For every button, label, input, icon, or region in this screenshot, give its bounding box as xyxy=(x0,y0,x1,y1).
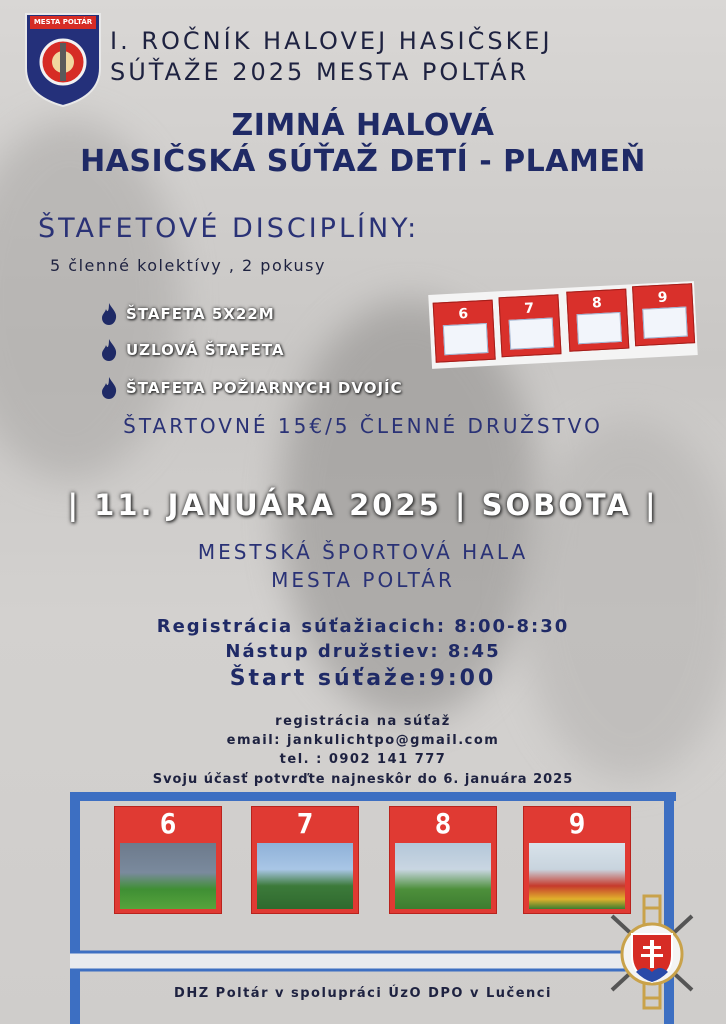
discipline-label: ŠTAFETA 5X22M xyxy=(126,305,275,323)
discipline-cards-strip xyxy=(428,281,698,369)
contact-block xyxy=(0,712,726,769)
entry-fee: ŠTARTOVNÉ 15€/5 ČLENNÉ DRUŽSTVO xyxy=(123,414,603,438)
discipline-item xyxy=(100,338,285,362)
event-date: | 11. JANUÁRA 2025 | SOBOTA | xyxy=(67,488,659,522)
mini-card-number: 8 xyxy=(591,294,603,312)
venue xyxy=(0,538,726,594)
mini-card xyxy=(433,300,496,363)
discipline-label: UZLOVÁ ŠTAFETA xyxy=(126,341,285,359)
mini-card-number: 6 xyxy=(458,305,469,323)
confirmation-deadline: Svoju účasť potvrďte najneskôr do 6. januára 2025 xyxy=(152,772,574,787)
board-card-number: 7 xyxy=(296,807,314,840)
mini-card-window xyxy=(509,318,555,350)
activity-photo xyxy=(120,843,216,909)
mini-card xyxy=(498,294,561,357)
mini-card-number: 7 xyxy=(523,300,535,317)
board-card xyxy=(114,806,222,914)
heading-line-2: SÚŤAŽE 2025 MESTA POLTÁR xyxy=(110,58,530,86)
contact-phone: tel. : 0902 141 777 xyxy=(279,752,447,767)
flame-icon xyxy=(100,338,118,362)
discipline-item xyxy=(100,376,403,400)
badge-title: MESTA POLTÁR xyxy=(33,18,93,26)
schedule-start: Štart súťaže:9:00 xyxy=(229,666,497,691)
title-line-1: ZIMNÁ HALOVÁ xyxy=(231,108,495,143)
disciplines-heading: ŠTAFETOVÉ DISCIPLÍNY: xyxy=(38,213,420,244)
mini-card-window xyxy=(443,323,489,355)
teams-info: 5 členné kolektívy , 2 pokusy xyxy=(50,256,326,275)
venue-line-1: MESTSKÁ ŠPORTOVÁ HALA xyxy=(197,540,529,564)
activity-photo xyxy=(257,843,353,909)
title-line-2: HASIČSKÁ SÚŤAŽ DETÍ - PLAMEŇ xyxy=(80,144,646,179)
mini-card-number: 9 xyxy=(657,289,668,306)
fire-brigade-badge xyxy=(22,10,104,108)
footer-credit: DHZ Poltár v spolupráci ÚzO DPO v Lučenci xyxy=(174,986,552,1001)
flame-icon xyxy=(100,302,118,326)
mini-card xyxy=(632,283,695,346)
mini-card-window xyxy=(642,307,688,339)
contact-label: registrácia na súťaž xyxy=(275,714,451,729)
schedule-registration: Registrácia súťažiacich: 8:00-8:30 xyxy=(156,616,570,637)
schedule-lineup: Nástup družstiev: 8:45 xyxy=(225,641,501,662)
mini-card-window xyxy=(576,312,622,344)
board-card-number: 6 xyxy=(159,807,177,840)
board-card-number: 9 xyxy=(568,807,586,840)
board-card xyxy=(389,806,497,914)
venue-line-2: MESTA POLTÁR xyxy=(271,568,455,592)
board-card-number: 8 xyxy=(434,807,452,840)
board-card xyxy=(251,806,359,914)
event-series-heading xyxy=(110,26,553,88)
contact-email: email: jankulichtpo@gmail.com xyxy=(226,733,500,748)
activity-photo xyxy=(395,843,491,909)
mini-card xyxy=(566,289,629,352)
flame-icon xyxy=(100,376,118,400)
page-title xyxy=(0,108,726,180)
heading-line-1: I. ROČNÍK HALOVEJ HASIČSKEJ xyxy=(110,27,553,55)
discipline-item xyxy=(100,302,275,326)
discipline-label: ŠTAFETA POŽIARNYCH DVOJÍC xyxy=(126,379,403,397)
